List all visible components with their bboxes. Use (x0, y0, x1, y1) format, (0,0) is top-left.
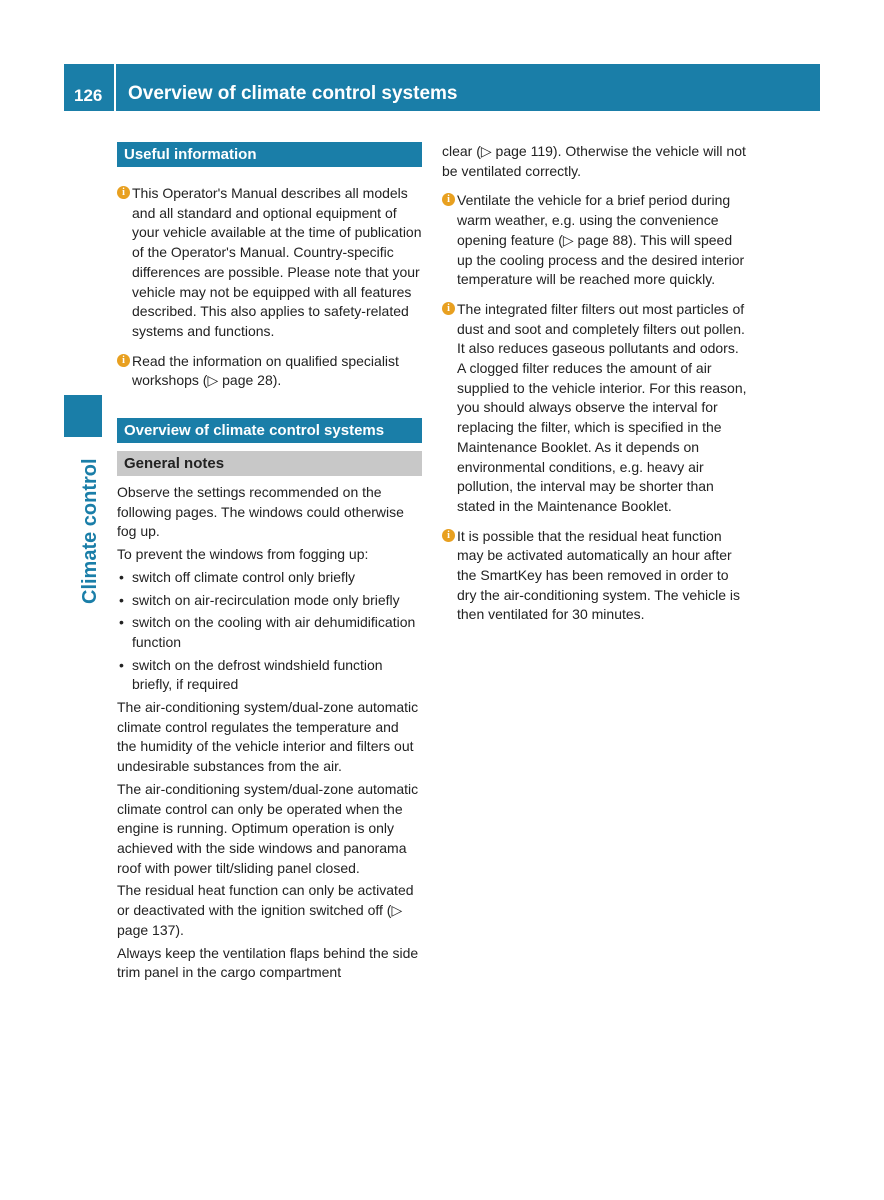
info-note (442, 527, 748, 626)
info-note (117, 352, 422, 391)
subheading-general-notes: General notes (117, 451, 422, 476)
info-note-text: The integrated filter filters out most particles of dust and soot and completely filters out pollen. It also reduces gaseous pollutants and odors. A clogged filter reduces the amount of air supplied to the vehicle interior. For this reason, you should always observe the interval for replacing the filter, which is specified in the Maintenance Booklet. As it depends on environmental conditions, e.g. heavy air pollution, the interval may be shorter than stated in the Maintenance Booklet. (457, 300, 747, 514)
info-icon: i (117, 186, 130, 199)
info-note-text: This Operator's Manual describes all models and all standard and optional equipment of your vehicle available at the time of publication of the Operator's Manual. Country-specific differences are possible. Please note that your vehicle may not be equipped with all features described. This also applies to safety-related systems and functions. (132, 185, 422, 339)
paragraph-continued: clear (▷ page 119). Otherwise the vehicle will not be ventilated correctly. (442, 143, 746, 179)
list-item: • switch on air-recirculation mode only briefly (117, 591, 422, 611)
chapter-tab (79, 448, 103, 608)
left-column (117, 142, 422, 983)
page-number: 126 (74, 86, 103, 105)
info-icon: i (442, 302, 455, 315)
paragraph: To prevent the windows from fogging up: (117, 546, 369, 563)
info-icon: i (442, 529, 455, 542)
info-note-text: Read the information on qualified specialist workshops (▷ page 28). (132, 352, 399, 389)
chapter-tab-label: Climate control (79, 458, 101, 604)
section-heading-useful-info: Useful information (117, 142, 422, 167)
paragraph: The air-conditioning system/dual-zone automatic climate control regulates the temperature and the humidity of the vehicle interior and filters out undesirable substances from the air. (117, 699, 419, 775)
page-number-box (64, 64, 116, 111)
list-item: • switch on the defrost windshield function briefly, if required (117, 656, 422, 695)
info-note (442, 191, 748, 290)
paragraph: Always keep the ventilation flaps behind the side trim panel in the cargo compartment (117, 944, 419, 981)
paragraph: The residual heat function can only be activated or deactivated with the ignition switched off (▷ page 137). (117, 882, 414, 938)
info-note (117, 184, 422, 342)
paragraph: The air-conditioning system/dual-zone automatic climate control can only be operated when the engine is running. Optimum operation is only achieved with the side windows and panorama roof with power tilt/sliding panel closed. (117, 780, 419, 876)
bullet-list (117, 568, 422, 695)
list-item: • switch off climate control only briefly (117, 568, 422, 588)
section-heading-overview: Overview of climate control systems (117, 418, 422, 443)
page-title: Overview of climate control systems (128, 83, 458, 104)
paragraph: Observe the settings recommended on the following pages. The windows could otherwise fog up. (117, 484, 404, 540)
chapter-tab-marker (64, 395, 102, 437)
page-header (64, 64, 820, 111)
info-note-text: It is possible that the residual heat function may be activated automatically an hour after the SmartKey has been removed in order to dry the air-conditioning system. The vehicle is then ventilated for 30 minutes. (457, 527, 740, 623)
info-icon: i (442, 193, 455, 206)
info-icon: i (117, 354, 130, 367)
list-item: • switch on the cooling with air dehumidification function (117, 613, 422, 652)
info-note (442, 300, 748, 517)
right-column (442, 142, 748, 625)
info-note-text: Ventilate the vehicle for a brief period during warm weather, e.g. using the convenience opening feature (▷ page 88). This will speed up the cooling process and the desired interior temperature will be reached more quickly. (457, 192, 745, 288)
